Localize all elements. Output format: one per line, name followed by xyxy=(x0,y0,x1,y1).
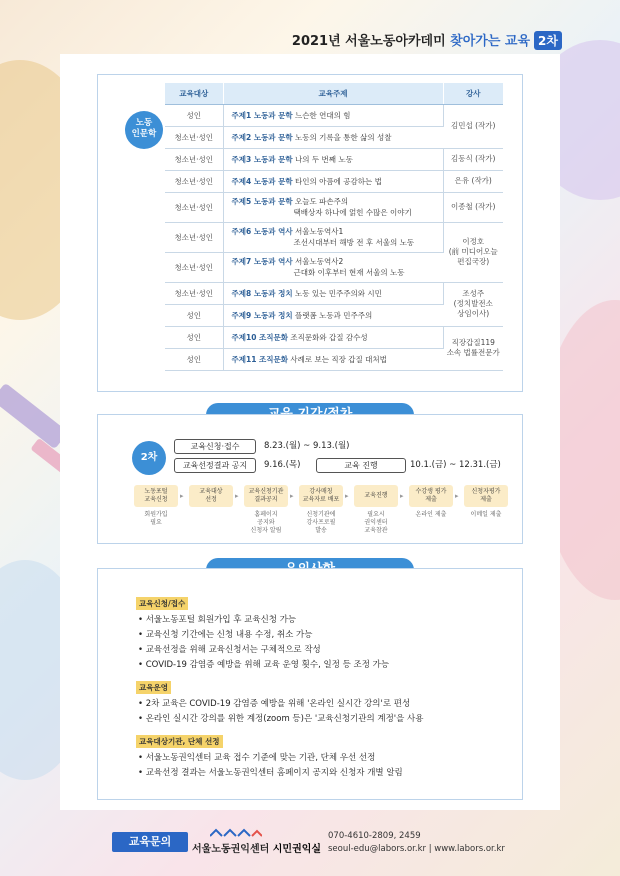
lecture-target: 청소년·성인 xyxy=(165,252,223,282)
step-label: 제출 xyxy=(425,496,437,503)
tag-line-1: 노동 xyxy=(135,118,153,128)
lecture-target: 청소년·성인 xyxy=(165,170,223,192)
round-badge: 2차 xyxy=(534,31,562,50)
step-desc-line: 강사프로필 xyxy=(306,519,336,526)
process-step xyxy=(299,485,343,507)
org-sub: 시민권익실 xyxy=(269,844,322,855)
lecture-title: 플랫폼 노동과 민주주의 xyxy=(295,310,373,320)
lecture-topic xyxy=(223,348,443,370)
notice-group-tag: 교육운영 xyxy=(136,681,171,694)
lecture-topic xyxy=(223,148,443,170)
lecture-table xyxy=(165,83,503,371)
process-step xyxy=(189,485,233,507)
center-logo-icon xyxy=(210,828,262,838)
step-desc-line: 권익센터 xyxy=(364,519,388,526)
instructor-line: (前 미디어오늘 xyxy=(448,247,498,256)
lecture-title: 노동 있는 민주주의와 시민 xyxy=(295,288,382,298)
step-arrow-icon: ▸ xyxy=(290,492,294,500)
org-main: 서울노동권익센터 xyxy=(192,844,270,855)
lecture-row xyxy=(165,148,503,170)
lecture-category: 주제11 조직문화 xyxy=(231,354,289,364)
lecture-subtitle: 택배상자 하나에 얽힌 수많은 이야기 xyxy=(293,208,412,217)
lecture-topic xyxy=(223,282,443,304)
step-label: 교육자료 배포 xyxy=(302,496,340,503)
lecture-category: 주제9 노동과 정치 xyxy=(231,310,293,320)
instructor-line: 상임이사) xyxy=(457,309,490,318)
notice-box xyxy=(97,568,523,800)
col-topic: 교육주제 xyxy=(223,83,443,104)
lecture-subtitle: 조선시대부터 해방 전 후 서울의 노동 xyxy=(293,238,415,247)
step-arrow-icon: ▸ xyxy=(345,492,349,500)
apply-label: 교육신청·접수 xyxy=(174,439,256,454)
lecture-instructor xyxy=(443,192,503,222)
lecture-target: 성인 xyxy=(165,304,223,326)
step-label: 교육대상 xyxy=(199,488,223,495)
step-desc-line: 교육참관 xyxy=(364,527,388,534)
step-desc-line: 발송 xyxy=(315,527,327,534)
process-step xyxy=(464,485,508,507)
step-desc-line: 이메일 제출 xyxy=(470,511,502,518)
lecture-row xyxy=(165,282,503,304)
page-header xyxy=(0,30,620,54)
lecture-row xyxy=(165,326,503,348)
decorative-brush xyxy=(0,383,68,450)
round-circle: 2차 xyxy=(132,441,166,475)
lecture-table-box xyxy=(97,74,523,392)
step-description xyxy=(296,511,346,535)
contact-info xyxy=(328,830,505,856)
notice-item: • COVID-19 감염증 예방을 위해 교육 운영 횟수, 일정 등 조정 가능 xyxy=(138,660,390,670)
notice-item: • 2차 교육은 COVID-19 감염증 예방을 위해 '온라인 실시간 강의'로 편성 xyxy=(138,699,411,709)
lecture-topic xyxy=(223,104,443,126)
process-box xyxy=(97,414,523,544)
step-label: 교육진행 xyxy=(364,492,388,499)
lecture-target: 청소년·성인 xyxy=(165,126,223,148)
lecture-target: 성인 xyxy=(165,104,223,126)
lecture-category: 주제10 조직문화 xyxy=(231,332,289,342)
lecture-title: 오늘도 파손주의 xyxy=(295,197,349,206)
process-steps xyxy=(134,485,514,545)
notice-item: • 온라인 실시간 강의를 위한 계정(zoom 등)은 '교육신청기관의 계정'을 사용 xyxy=(138,714,424,724)
lecture-row xyxy=(165,170,503,192)
lecture-target: 청소년·성인 xyxy=(165,192,223,222)
instructor-line: 이종철 (작가) xyxy=(451,202,496,211)
poster-sheet xyxy=(60,54,560,810)
lecture-topic xyxy=(223,170,443,192)
lecture-instructor xyxy=(443,282,503,326)
instructor-line: 조성주 xyxy=(462,289,485,298)
step-label: 노동포털 xyxy=(144,488,168,495)
result-label: 교육선정결과 공지 xyxy=(174,458,256,473)
notice-item: • 서울노동권익센터 교육 접수 기준에 맞는 기관, 단체 우선 선정 xyxy=(138,753,376,763)
instructor-line: 김동식 (작가) xyxy=(451,154,496,163)
lecture-title: 나의 두 번째 노동 xyxy=(295,154,353,164)
step-label: 결과공지 xyxy=(254,496,278,503)
footer xyxy=(0,828,620,868)
lecture-title: 사례로 보는 직장 갑질 대처법 xyxy=(290,354,387,364)
process-step xyxy=(409,485,453,507)
step-arrow-icon: ▸ xyxy=(455,492,459,500)
lecture-category: 주제8 노동과 정치 xyxy=(231,288,293,298)
email-web: seoul-edu@labors.or.kr | www.labors.or.kr xyxy=(328,844,505,854)
instructor-line: 은유 (작가) xyxy=(454,176,492,185)
labor-humanities-tag xyxy=(125,111,163,149)
step-desc-line: 신청자 알림 xyxy=(250,527,282,534)
lecture-topic xyxy=(223,126,443,148)
step-label: 신청자평가 xyxy=(471,488,501,495)
step-label: 제출 xyxy=(480,496,492,503)
step-description xyxy=(406,511,456,519)
lecture-topic xyxy=(223,192,443,222)
lecture-title: 느슨한 연대의 힘 xyxy=(295,110,351,120)
lecture-category: 주제7 노동과 역사 xyxy=(231,257,293,266)
notice-group-tag: 교육대상기관, 단체 선정 xyxy=(136,735,223,748)
lecture-title: 타인의 아픔에 공감하는 법 xyxy=(295,176,382,186)
lecture-title: 노동의 기록을 통한 삶의 성찰 xyxy=(295,132,392,142)
process-step xyxy=(134,485,178,507)
process-step xyxy=(244,485,288,507)
step-desc-line: 온라인 제출 xyxy=(415,511,447,518)
lecture-target: 성인 xyxy=(165,348,223,370)
notice-item: • 교육선정을 위해 교육신청서는 구체적으로 작성 xyxy=(138,645,321,655)
instructor-line: 편집국장) xyxy=(457,257,490,266)
lecture-subtitle: 근대화 이후부터 현재 서울의 노동 xyxy=(293,268,405,277)
step-desc-line: 홈페이지 xyxy=(254,511,278,518)
step-description xyxy=(351,511,401,535)
inquiry-button: 교육문의 xyxy=(112,832,188,852)
run-period: 10.1.(금) ~ 12.31.(금) xyxy=(410,460,501,470)
header-title: 2021년 서울노동아카데미 xyxy=(291,34,451,49)
step-desc-line: 필요시 xyxy=(367,511,385,518)
step-arrow-icon: ▸ xyxy=(235,492,239,500)
lecture-target: 성인 xyxy=(165,326,223,348)
lecture-category: 주제4 노동과 문학 xyxy=(231,176,293,186)
instructor-line: (정치발전소 xyxy=(453,299,493,308)
lecture-topic xyxy=(223,326,443,348)
lecture-instructor xyxy=(443,104,503,148)
phone: 070-4610-2809, 2459 xyxy=(328,831,421,841)
instructor-line: 이정호 xyxy=(462,237,485,246)
lecture-instructor xyxy=(443,148,503,170)
lecture-row xyxy=(165,192,503,222)
step-desc-line: 신청기관에 xyxy=(306,511,336,518)
run-label: 교육 진행 xyxy=(316,458,406,473)
lecture-category: 주제6 노동과 역사 xyxy=(231,227,293,236)
step-label: 교육신청기관 xyxy=(248,488,284,495)
lecture-target: 청소년·성인 xyxy=(165,222,223,252)
lecture-title: 서울노동역사2 xyxy=(295,257,344,266)
step-description xyxy=(461,511,511,519)
notice-item: • 교육신청 기간에는 신청 내용 수정, 취소 가능 xyxy=(138,630,313,640)
notice-item: • 서울노동포털 회원가입 후 교육신청 가능 xyxy=(138,615,297,625)
step-label: 강사매칭 xyxy=(309,488,333,495)
col-target: 교육대상 xyxy=(165,83,223,104)
step-description xyxy=(131,511,181,527)
instructor-line: 직장갑질119 xyxy=(451,338,495,347)
lecture-category: 주제3 노동과 문학 xyxy=(231,154,293,164)
instructor-line: 김민섭 (작가) xyxy=(451,121,496,130)
notice-item: • 교육선정 결과는 서울노동권익센터 홈페이지 공지와 신청자 개별 알림 xyxy=(138,768,403,778)
lecture-instructor xyxy=(443,170,503,192)
step-label: 교육신청 xyxy=(144,496,168,503)
lecture-category: 주제2 노동과 문학 xyxy=(231,132,293,142)
lecture-row xyxy=(165,104,503,126)
lecture-topic xyxy=(223,304,443,326)
step-arrow-icon: ▸ xyxy=(400,492,404,500)
notice-group-tag: 교육신청/접수 xyxy=(136,597,188,610)
lecture-topic xyxy=(223,222,443,252)
header-title-highlight: 찾아가는 교육 xyxy=(450,34,531,49)
col-instructor: 강사 xyxy=(443,83,503,104)
lecture-title: 조직문화와 갑질 감수성 xyxy=(290,332,368,342)
lecture-topic xyxy=(223,252,443,282)
lecture-instructor xyxy=(443,326,503,370)
lecture-category: 주제1 노동과 문학 xyxy=(231,110,293,120)
lecture-instructor xyxy=(443,222,503,282)
lecture-row xyxy=(165,222,503,252)
result-date: 9.16.(목) xyxy=(264,460,301,470)
step-desc-line: 공지와 xyxy=(257,519,275,526)
lecture-target: 청소년·성인 xyxy=(165,282,223,304)
step-desc-line: 회원가입 xyxy=(144,511,168,518)
step-description xyxy=(241,511,291,535)
lecture-target: 청소년·성인 xyxy=(165,148,223,170)
step-arrow-icon: ▸ xyxy=(180,492,184,500)
step-label: 수강생 평가 xyxy=(415,488,447,495)
instructor-line: 소속 법률전문가 xyxy=(446,348,500,357)
step-desc-line: 필요 xyxy=(150,519,162,526)
process-step xyxy=(354,485,398,507)
step-label: 선정 xyxy=(205,496,217,503)
apply-period: 8.23.(월) ~ 9.13.(월) xyxy=(264,441,350,451)
org-name xyxy=(192,840,321,855)
tag-line-2: 인문학 xyxy=(131,129,157,139)
lecture-title: 서울노동역사1 xyxy=(295,227,344,236)
lecture-category: 주제5 노동과 문학 xyxy=(231,197,293,206)
